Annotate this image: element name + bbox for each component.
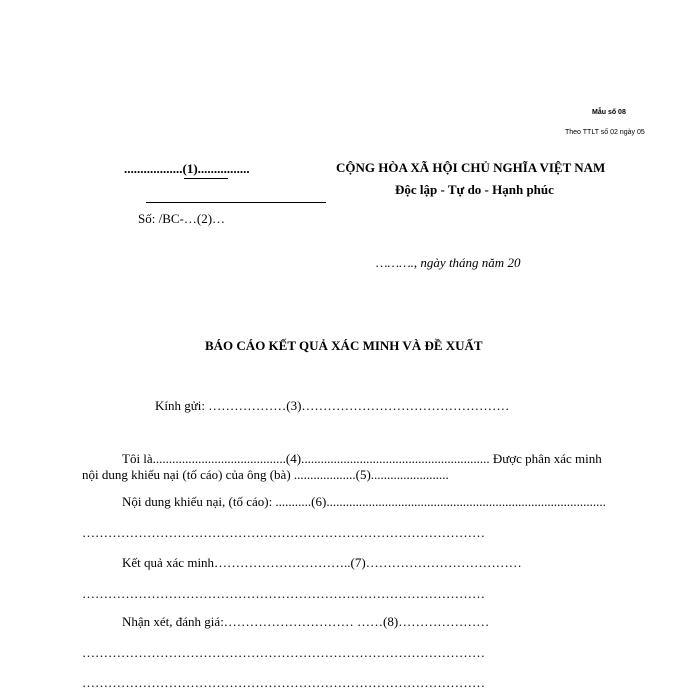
assessment-label: Nhận xét, đánh giá:………………………… ……(8)………………… (122, 614, 490, 629)
intro-line-2: nội dung khiếu nại (tố cáo) của ông (bà) ...................(5)........................ (82, 467, 449, 482)
date-line: ………., ngày tháng năm 20 (376, 255, 521, 270)
recipient-line: Kính gửi: ………………(3)………………………………………… (155, 398, 510, 413)
assessment-dots-1: ………………………………………………………………………………… (82, 645, 485, 660)
motto: Độc lập - Tự do - Hạnh phúc (395, 182, 554, 197)
org-separator-line (146, 202, 326, 203)
country-name: CỘNG HÒA XÃ HỘI CHỦ NGHĨA VIỆT NAM (336, 160, 606, 175)
org-underline (184, 178, 228, 179)
complaint-content-label: Nội dung khiếu nại, (tố cáo): ...........(6)...................................................................................... (122, 494, 606, 509)
verification-result-dots: ………………………………………………………………………………… (82, 586, 485, 601)
document-number: Số: /BC-…(2)… (138, 211, 226, 226)
complaint-content-dots: ………………………………………………………………………………… (82, 525, 485, 540)
organization-placeholder: ..................(1)................ (124, 161, 250, 176)
verification-result-label: Kết quả xác minh…………………………..(7)……………………………… (122, 555, 522, 570)
intro-line-1: Tôi là.........................................(4).......................................................... Được phân xác minh (122, 451, 602, 466)
form-number: Mẫu số 08 (592, 109, 626, 116)
document-title: BÁO CÁO KẾT QUẢ XÁC MINH VÀ ĐỀ XUẤT (205, 338, 483, 353)
assessment-dots-2: ………………………………………………………………………………… (82, 675, 485, 690)
form-source: Theo TTLT số 02 ngày 05 (565, 129, 645, 136)
